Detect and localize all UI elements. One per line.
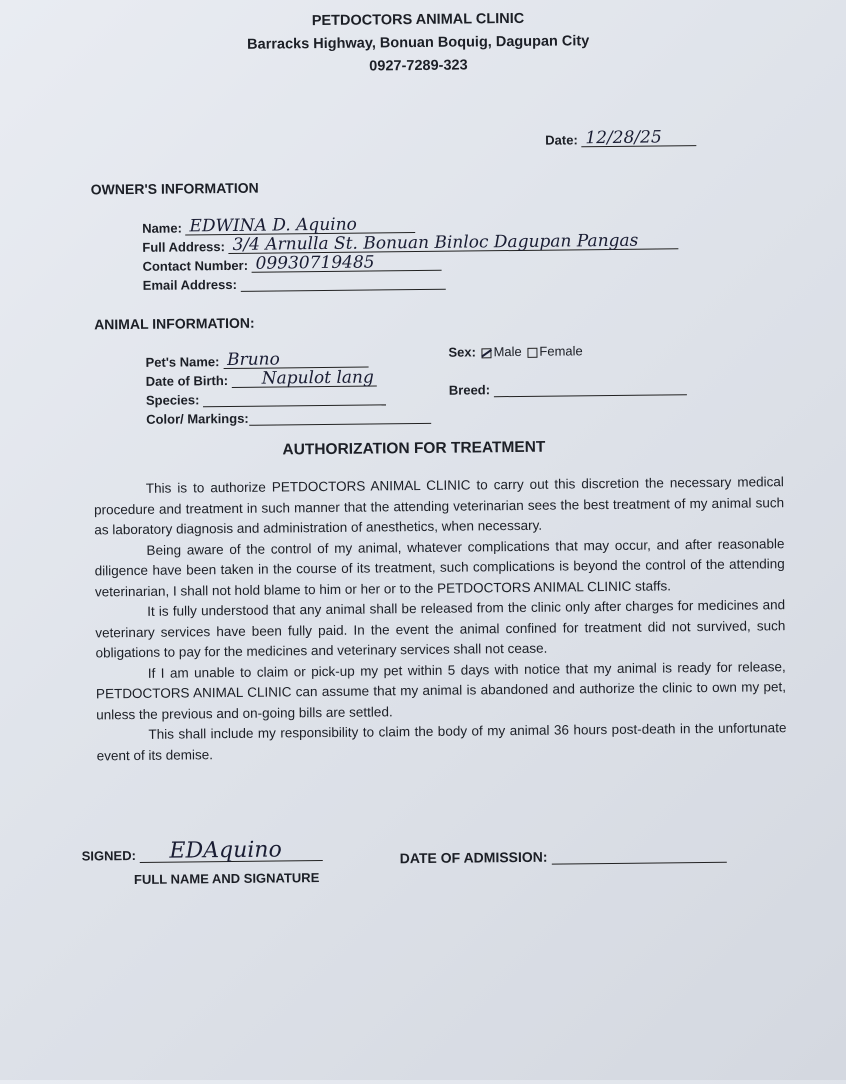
paragraph: Being aware of the control of my animal, whatever complications that may occur, and after reasonable diligence have been taken in the course of its treatment, such complications is beyond the control of the attending veterinarian, I shall not hold blame to him or her or to the PETDOCTORS ANIMAL CLINIC staffs. xyxy=(94,535,785,599)
owner-contact-field[interactable] xyxy=(142,252,441,274)
animal-heading: ANIMAL INFORMATION: xyxy=(94,314,255,333)
breed-label: Breed: xyxy=(448,382,491,398)
contact-value: 09930719485 xyxy=(255,252,375,274)
admission-label: DATE OF ADMISSION: xyxy=(399,848,548,867)
female-label: Female xyxy=(539,343,583,359)
signature-caption: FULL NAME AND SIGNATURE xyxy=(133,870,320,888)
owner-heading: OWNER'S INFORMATION xyxy=(90,179,259,198)
name-label: Name: xyxy=(142,220,182,236)
male-label: Male xyxy=(493,343,522,360)
date-label: Date: xyxy=(545,132,578,148)
date-field[interactable] xyxy=(545,127,696,149)
paragraph: It is fully understood that any animal shall be released from the clinic only after charges for medicines and veterinary services have been fully paid. In the event the animal confined for treatment did not survived, such obligations to pay for the medicines and veterinary services shall not cease. xyxy=(95,597,786,661)
dob-field[interactable] xyxy=(145,367,377,389)
species-field[interactable] xyxy=(146,390,386,408)
signature-field[interactable] xyxy=(81,837,323,864)
authorization-body xyxy=(94,472,787,766)
dob-label: Date of Birth: xyxy=(145,373,229,389)
admission-date-field[interactable] xyxy=(400,847,727,866)
email-label: Email Address: xyxy=(142,276,237,293)
breed-field[interactable] xyxy=(449,380,687,397)
color-label: Color/ Markings: xyxy=(146,410,249,427)
paragraph: This is to authorize PETDOCTORS ANIMAL CLINIC to carry out this discretion the necessary medical procedure and treatment in such manner that the attending veterinarian sees the best treatment of my animal such as laboratory diagnosis and administration of anesthetics, when necessary. xyxy=(94,474,785,538)
clinic-address: Barracks Highway, Bonuan Boquig, Dagupan City xyxy=(247,33,590,53)
sex-field[interactable] xyxy=(448,343,582,359)
clinic-name: PETDOCTORS ANIMAL CLINIC xyxy=(311,10,525,30)
owner-address-field[interactable] xyxy=(142,230,678,255)
signature: EDAquino xyxy=(169,837,282,864)
date-value: 12/28/25 xyxy=(585,127,662,149)
address-label: Full Address: xyxy=(142,239,226,255)
address-value: 3/4 Arnulla St. Bonuan Binloc Dagupan Pangas xyxy=(232,230,639,255)
signed-label: SIGNED: xyxy=(81,847,136,864)
paragraph: If I am unable to claim or pick-up my pet within 5 days with notice that my animal is ready for release, PETDOCTORS ANIMAL CLINIC can assume that my animal is abandoned and authorize the clinic to own my pet, unless the previous and on-going bills are settled. xyxy=(95,658,787,722)
authorization-title: AUTHORIZATION FOR TREATMENT xyxy=(282,438,546,459)
name-value: EDWINA D. Aquino xyxy=(189,214,357,237)
clinic-phone: 0927-7289-323 xyxy=(369,57,468,75)
color-field[interactable] xyxy=(146,409,431,427)
owner-email-field[interactable] xyxy=(143,275,446,293)
species-label: Species: xyxy=(145,392,200,408)
pet-name-value: Bruno xyxy=(226,349,280,371)
contact-label: Contact Number: xyxy=(142,257,249,274)
sex-label: Sex: xyxy=(448,344,476,360)
pet-name-label: Pet's Name: xyxy=(145,354,220,370)
paragraph: This shall include my responsibility to claim the body of my animal 36 hours post-death in the unfortunate event of its demise. xyxy=(96,720,787,763)
female-checkbox[interactable] xyxy=(527,347,537,357)
dob-value: Napulot lang xyxy=(261,367,374,389)
male-checkbox[interactable] xyxy=(482,348,492,358)
